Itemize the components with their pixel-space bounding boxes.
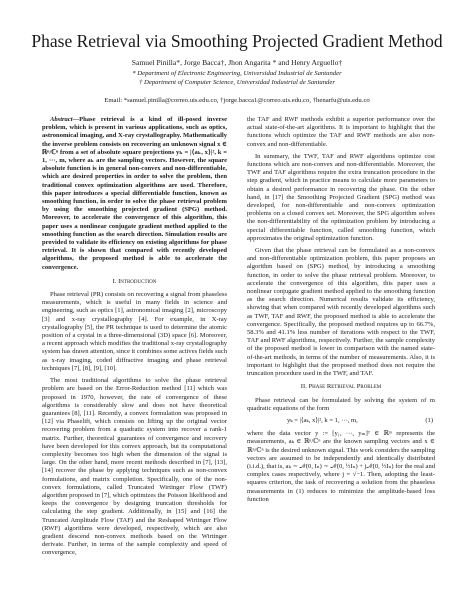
affiliation-2: † Department of Computer Science, Universidad Industrial de Santander bbox=[139, 79, 335, 86]
intro-paragraph-1: Phase retrieval (PR) consists on recovering a signal from phaseless measurements, which is useful in many fields in science and engineering, such as optics [1], astronomical imaging [2], microscopy [3] and x-ray crystallography [4]. For example, in X-ray crystallography [5], the PR technique is used to determine the atomic position of a crystal in a three-dimensional (3D) space [6]. Moreover, a recent approach which modifies the traditional x-ray crystallography system has drawn attention, since it combines some actives fields such as x-ray imaging, coded diffractive imaging and phase retrieval techniques [7], [8], [9], [10]. bbox=[42, 291, 227, 372]
equation-1 bbox=[247, 417, 435, 425]
abstract-label: Abstract bbox=[50, 116, 73, 123]
section-heading-introduction: I. Introduction bbox=[112, 277, 157, 285]
equation-number: (1) bbox=[425, 416, 433, 424]
authors: Samuel Pinilla*, Jorge Bacca†, Jhon Angarita * and Henry Arguello† bbox=[131, 58, 343, 67]
abstract-text: —Phase retrieval is a kind of ill-posed inverse problem, which is present in various applications, such as optics, astronomical imaging, and X-ray crystallography. Mathematically the inverse problem consists on recovering an unknown signal x ∈ ℝⁿ/ℂⁿ from a set of absolute square projections yₖ = |⟨aₖ, x⟩|², k = 1, ···, m, where aₖ are the sampling vectors. However, the square absolute function is in general non-convex and non-differentiable, which are desired properties in order to solve the problem, then traditional convex optimization algorithms are used. Therefore, this paper introduces a special differentiable function, known as smoothing function, in order to solve the phase retrieval problem by using the smoothing projected gradient (SPG) method. Moreover, to accelerate the convergence of this algorithm, this paper uses a nonlinear conjugate gradient method applied to the smoothing function as the search direction. Simulation results are provided to validate its efficiency on existing algorithms for phase retrieval. It is shown that compared with recently developed algorithms, the proposed method is able to accelerate the convergence. bbox=[42, 116, 227, 271]
email-line: Email: *samuel.pinilla@correo.uis.edu.co, †jorge.bacca1@correo.uis.edu.co, †henarfu@uis.edu.co bbox=[104, 97, 370, 104]
intro-paragraph-5: Given that the phase retrieval can be formulated as a non-convex and non-differentiable optimization problem, this paper proposes an algorithm based on (SPG) method, by introducing a smoothing function, in order to solve the phase retrieval problem. Moreover, to accelerate the convergence of this algorithm, this paper uses a nonlinear conjugate gradient method applied to the smoothing function as the search direction. Numerical results validate its efficiency, showing that when compared with recently developed algorithms such as TWF, TAF and RWF, the proposed method is able to accelerate the convergence. Specifically, the proposed method requires up to 66.7%, 58.3% and 41.1% less number of iterations with respect to the TWF, TAF and RWF algorithms, respectively. Further, the sample complexity of the proposed method is lower in comparison with the named state-of-the-art methods, in terms of the number of measurements. Also, it is important to highlight that the proposed method does not require the truncation procedure used in the TWF, and TAF. bbox=[247, 247, 435, 378]
left-column bbox=[42, 116, 227, 562]
section-heading-phase-retrieval: II. Phase Retrieval Problem bbox=[300, 383, 382, 391]
equation-body: yₖ = |⟨aₖ, x⟩|², k = 1, ···, m, bbox=[287, 416, 358, 424]
paper-title: Phase Retrieval via Smoothing Projected Gradient Method bbox=[31, 31, 443, 51]
problem-paragraph-2: where the data vector y := [y₁, ···, yₘ]ᵀ ∈ ℝᵐ represents the measurements, aₖ ∈ ℝⁿ/ℂⁿ are the known sampling vectors and x ∈ ℝⁿ/ℂⁿ is the desired unknown signal. This work considers the sampling vectors are assumed to be independently and identically distributed (i.i.d.), that is, aₖ ∼ 𝒩(0, Iₙ) ∼ 𝒩(0, ½Iₙ) + j𝒩(0, ½Iₙ) for the real and complex cases respectively, where j = √−1. Then, adopting the least-squares criterion, the task of recovering a solution from the phaseless measurements in (1) reduces to minimize the amplitude-based loss function bbox=[247, 430, 435, 503]
affiliation-1: * Department of Electronic Engineering, Universidad Industrial de Santander bbox=[132, 70, 342, 77]
intro-paragraph-2: The most traditional algorithms to solve the phase retrieval problem are based on the Error-Reduction method [11] which was proposed in 1970, however, the rate of convergence of these algorithms is considerably slow and does not have theoretical guarantees [8], [11]. Recently, a convex formulation was proposed in [12] via Phaselift, which consists on lifting up the original vector recovering problem from a quadratic system into recover a rank-1 matrix. Further, theoretical guarantees of convergence and recovery have been developed for this convex approach, but its computational complexity becomes too high when the dimension of the signal is large. On the other hand, more recent methods described in [7], [13], [14] recover the phase by applying techniques such as non-convex formulations, and matrix completion. Specifically, one of the non-convex formulations, called Truncated Wirtinger Flow (TWF) algorithm proposed in [7], which optimizes the Poisson likelihood and keeps the convergence by designing truncation thresholds for calculating the step gradient. Additionally, in [15] and [16] the Truncated Amplitude Flow (TAF) and the Reshaped Wirtinger Flow (RWF) algorithms were developed, respectively, which are also gradient descend non-convex methods based on the Wirtinger derivate. Further, in terms of the sample complexity and speed of convergence, bbox=[42, 377, 227, 557]
right-column bbox=[247, 116, 435, 508]
problem-paragraph-1: Phase retrieval can be formulated by solving the system of m quadratic equations of the form bbox=[247, 396, 435, 412]
abstract bbox=[42, 116, 227, 272]
intro-paragraph-3: the TAF and RWF methods exhibit a superior performance over the actual state-of-the-art algorithms. It is important to highlight that the functions which optimize the TAF and RWF methods are also non-convex and non-differentiable. bbox=[247, 116, 435, 148]
intro-paragraph-4: In summary, the TWF, TAF and RWF algorithms optimize cost functions which are non-convex and non-differentiable. Moreover, the TWF and TAF algorithms require the extra truncation procedure in the step gradient, which in practice means to calculate more parameters to obtain a desired performance in recovering the phase. On the other hand, in [17] the Smoothing Projected Gradient (SPG) method was developed, for non-differentiable and non-convex optimization problems on a closed convex set. Moreover, the SPG algorithm solves the non-differentiability of the optimization problem by introducing a special differentiable function, called smoothing function, which approximates the original optimization function. bbox=[247, 152, 435, 242]
